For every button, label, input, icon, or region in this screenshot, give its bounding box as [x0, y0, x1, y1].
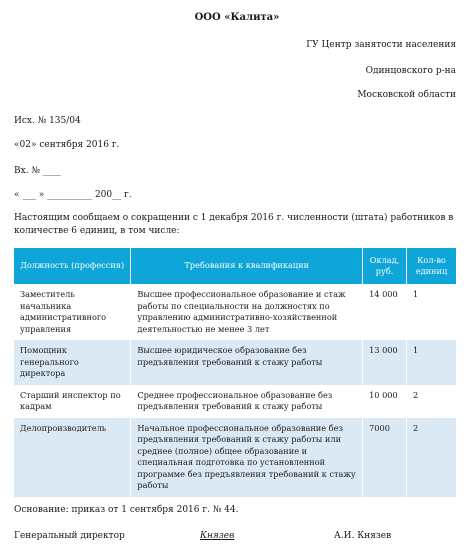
signer-title: Генеральный директор — [14, 531, 125, 541]
cell-position: Делопроизводитель — [14, 418, 131, 497]
col-header-salary: Оклад, руб. — [363, 248, 407, 284]
cell-requirements: Высшее юридическое образование без предъявления требований к стажу работы — [131, 340, 363, 385]
basis-line: Основание: приказ от 1 сентября 2016 г. № 44. — [14, 505, 239, 515]
cell-count: 2 — [406, 418, 456, 497]
col-header-count: Кол-во единиц — [406, 248, 456, 284]
cell-salary: 10 000 — [363, 385, 407, 418]
org-name: ООО «Калита» — [194, 12, 280, 23]
cell-position: Помощник генерального директора — [14, 340, 131, 385]
table-row — [14, 284, 456, 340]
table-row — [14, 385, 456, 418]
staff-table — [14, 248, 456, 497]
signature: Князев — [200, 531, 235, 541]
cell-requirements: Среднее профессиональное образование без предъявления требований к стажу работы — [131, 385, 363, 418]
cell-requirements: Высшее профессиональное образование и стаж работы по специальности на должностях по управлению административно-хозяйственной деятельностью не менее 3 лет — [131, 284, 363, 340]
signer-name: А.И. Князев — [334, 531, 392, 541]
cell-salary: 14 000 — [363, 284, 407, 340]
cell-count: 1 — [406, 284, 456, 340]
table-row — [14, 340, 456, 385]
col-header-position: Должность (профессия) — [14, 248, 131, 284]
cell-position: Старший инспектор по кадрам — [14, 385, 131, 418]
outgoing-number: Исх. № 135/04 — [14, 116, 81, 126]
table-header-row — [14, 248, 456, 284]
recipient-line-2: Одинцовского р-на — [365, 66, 456, 76]
outgoing-date: «02» сентября 2016 г. — [14, 140, 120, 150]
intro-paragraph: Настоящим сообщаем о сокращении с 1 декабря 2016 г. численности (штата) работников в количестве 6 единиц, в том числе: — [14, 213, 454, 236]
cell-count: 2 — [406, 385, 456, 418]
cell-salary: 13 000 — [363, 340, 407, 385]
cell-position: Заместитель начальника административного управления — [14, 284, 131, 340]
cell-salary: 7000 — [363, 418, 407, 497]
incoming-number: Вх. № ____ — [14, 166, 61, 176]
recipient-line-3: Московской области — [357, 90, 456, 100]
cell-requirements: Начальное профессиональное образование без предъявления требований к стажу работы или среднее (полное) общее образование и специальная подготовка по установленной программе без предъявления требований к стажу работы — [131, 418, 363, 497]
table-row — [14, 418, 456, 497]
col-header-requirements: Требования к квалификации — [131, 248, 363, 284]
recipient-line-1: ГУ Центр занятости населения — [306, 40, 456, 50]
cell-count: 1 — [406, 340, 456, 385]
incoming-date: « ___ » __________ 200__ г. — [14, 190, 132, 200]
